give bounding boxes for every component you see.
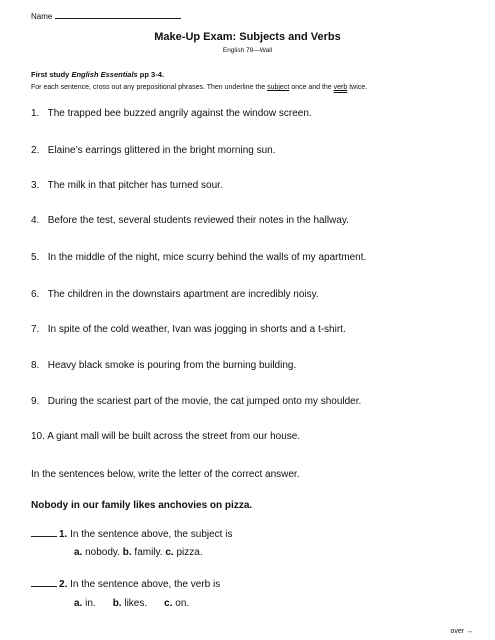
sentence-text: Elaine’s earrings glittered in the bright morning sun. xyxy=(47,145,276,156)
sentence-text: In spite of the cold weather, Ivan was jogging in shorts and a t-shirt. xyxy=(47,324,346,335)
answer-blank-2[interactable] xyxy=(31,577,57,587)
name-blank[interactable] xyxy=(55,11,181,19)
instructions xyxy=(31,84,367,91)
sentence-number: 9. xyxy=(31,396,40,407)
option-letter: b. xyxy=(112,598,122,609)
option-letter: a. xyxy=(74,547,83,558)
question-2-text: In the sentence above, the verb is xyxy=(67,579,221,590)
instructions-text-2: once and the xyxy=(289,84,334,91)
sentence-number: 8. xyxy=(31,360,40,371)
question-2-options xyxy=(74,598,189,609)
sentence-text: During the scariest part of the movie, the cat jumped onto my shoulder. xyxy=(47,396,362,407)
sentence-text: The trapped bee buzzed angrily against the window screen. xyxy=(47,108,312,119)
section2-instruction: In the sentences below, write the letter of the correct answer. xyxy=(31,469,300,480)
option-text: likes. xyxy=(121,598,148,609)
sentence-item xyxy=(31,396,361,407)
sentence-item xyxy=(31,252,366,263)
option-text: on. xyxy=(172,598,190,609)
sentence-item xyxy=(31,215,349,226)
section2-sentence: Nobody in our family likes anchovies on pizza. xyxy=(31,500,253,511)
sentence-number: 3. xyxy=(31,180,40,191)
sentence-text: In the middle of the night, mice scurry behind the walls of my apartment. xyxy=(47,252,367,263)
sentence-text: The children in the downstairs apartment are incredibly noisy. xyxy=(47,289,319,300)
question-1-options xyxy=(74,547,203,558)
sentence-item xyxy=(31,108,312,119)
question-1 xyxy=(31,527,232,540)
option-letter: c. xyxy=(165,547,174,558)
sentence-item xyxy=(31,180,223,191)
sentence-number: 1. xyxy=(31,108,40,119)
instructions-text-1: For each sentence, cross out any prepositional phrases. Then underline the xyxy=(31,84,268,91)
sentence-number: 5. xyxy=(31,252,40,263)
option-letter: b. xyxy=(122,547,132,558)
exam-title: Make-Up Exam: Subjects and Verbs xyxy=(154,31,341,43)
question-2 xyxy=(31,577,220,590)
sentence-item xyxy=(31,324,346,335)
sentence-text: Before the test, several students reviewed their notes in the hallway. xyxy=(47,215,349,226)
study-pages: pp 3-4. xyxy=(137,70,164,79)
sentence-item xyxy=(31,145,276,156)
option-letter: a. xyxy=(74,598,83,609)
sentence-text: The milk in that pitcher has turned sour. xyxy=(47,180,223,191)
sentence-number: 6. xyxy=(31,289,40,300)
sentence-number: 2. xyxy=(31,145,40,156)
sentence-number: 10. xyxy=(31,431,45,442)
question-2-number: 2. xyxy=(59,579,68,590)
instructions-subject: subject xyxy=(267,84,290,91)
sentence-item xyxy=(31,431,300,442)
option-text: nobody. xyxy=(82,547,123,558)
name-field[interactable] xyxy=(31,11,181,21)
option-text: pizza. xyxy=(173,547,203,558)
instructions-text-3: twice. xyxy=(347,84,368,91)
sentence-item xyxy=(31,360,296,371)
option-text: family. xyxy=(131,547,166,558)
study-note xyxy=(31,70,164,79)
sentence-number: 4. xyxy=(31,215,40,226)
over-note: over → xyxy=(450,628,473,635)
option-letter: c. xyxy=(164,598,173,609)
study-prefix: First study xyxy=(31,70,72,79)
name-label: Name xyxy=(31,12,53,21)
sentence-text: Heavy black smoke is pouring from the burning building. xyxy=(47,360,297,371)
sentence-number: 7. xyxy=(31,324,40,335)
question-1-number: 1. xyxy=(59,529,68,540)
option-text: in. xyxy=(82,598,96,609)
sentence-text: A giant mall will be built across the street from our house. xyxy=(47,431,301,442)
instructions-verb: verb xyxy=(333,84,348,91)
question-1-text: In the sentence above, the subject is xyxy=(67,529,233,540)
study-book: English Essentials xyxy=(71,70,138,79)
answer-blank-1[interactable] xyxy=(31,527,57,537)
sentence-item xyxy=(31,289,319,300)
exam-subtitle: English 79—Wall xyxy=(222,47,273,54)
